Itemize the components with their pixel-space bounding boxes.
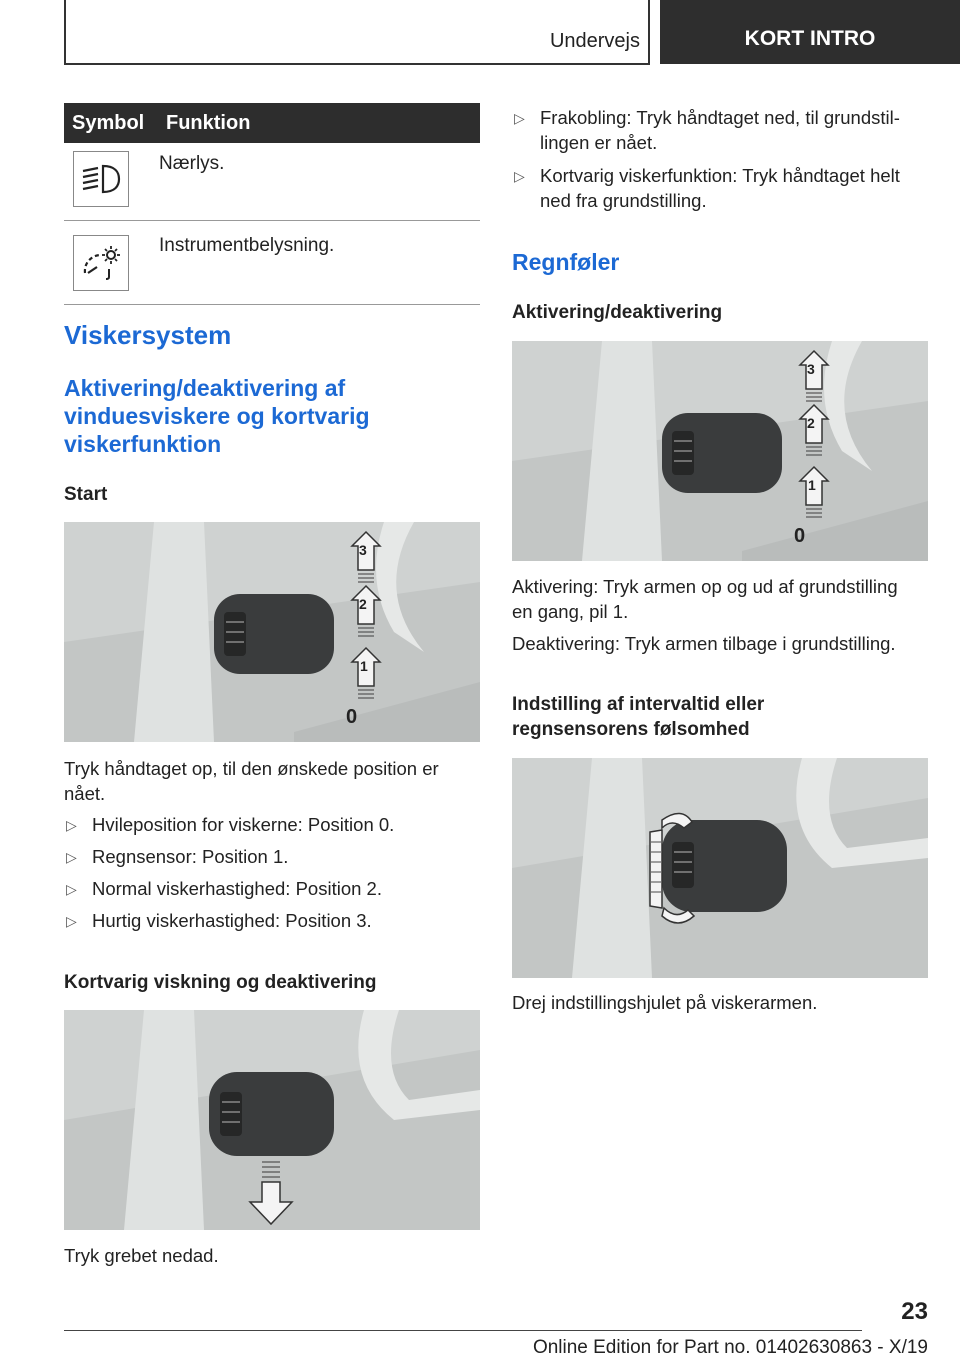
symbol-table: [64, 103, 480, 305]
header-chapter-label: KORT INTRO: [744, 27, 876, 50]
position-label: 3: [807, 361, 815, 377]
low-beam-icon: [73, 151, 129, 207]
header-section-title: Undervejs: [549, 30, 640, 52]
paragraph-activation: Aktivering: Tryk armen op og ud af grundstilling en gang, pil 1.: [512, 576, 898, 622]
col-symbol: Symbol: [64, 103, 158, 143]
position-label: 2: [807, 415, 815, 431]
triangle-bullet-icon: ▷: [66, 817, 77, 833]
list-item: ▷ Normal viskerhastighed: Position 2.: [64, 876, 480, 901]
deactivation-list: [512, 105, 928, 213]
table-row: [64, 143, 480, 221]
header-chapter-tab: [660, 0, 960, 64]
footer-edition: Online Edition for Part no. 01402630863 - X/19: [532, 1337, 928, 1358]
page-number: 23: [901, 1298, 928, 1325]
triangle-bullet-icon: ▷: [514, 168, 525, 184]
list-item: ▷ Hvileposition for viskerne: Position 0.: [64, 812, 480, 837]
heading-start: Start: [64, 484, 108, 505]
heading-short-wipe: Kortvarig viskning og deaktivering: [64, 972, 377, 993]
paragraph-wheel: Drej indstillingshjulet på viskerarmen.: [512, 992, 818, 1013]
list-item: ▷ Hurtig viskerhastighed: Position 3.: [64, 908, 480, 933]
list-item: ▷ Frakobling: Tryk håndtaget ned, til grundstil‐ lingen er nået.: [514, 107, 900, 153]
position-label: 0: [794, 525, 806, 547]
triangle-bullet-icon: ▷: [514, 110, 525, 126]
table-row: [64, 221, 480, 305]
position-label: 1: [360, 658, 368, 674]
position-label: 1: [808, 477, 816, 493]
heading-interval: Indstilling af intervaltid eller regnsensorens følsomhed: [512, 694, 765, 740]
position-label: 3: [359, 542, 367, 558]
triangle-bullet-icon: ▷: [66, 881, 77, 897]
header-left-border: [64, 0, 66, 64]
symbol-table-wrap: [64, 103, 480, 305]
wiper-stalk-down-figure: [64, 1010, 480, 1230]
header-rule: [64, 63, 650, 65]
section-title-regnfoler: Regnføler: [512, 249, 620, 275]
position-label: 0: [346, 706, 358, 728]
paragraph-push-down: Tryk grebet nedad.: [64, 1245, 219, 1266]
symbol-table-header: [64, 103, 480, 143]
col-function: Funktion: [158, 103, 480, 143]
heading-activation: Aktivering/deaktivering: [512, 302, 723, 323]
triangle-bullet-icon: ▷: [66, 913, 77, 929]
row-text-low-beam: Nærlys.: [158, 143, 480, 221]
header-right-border: [648, 0, 650, 64]
paragraph-push-up: Tryk håndtaget op, til den ønskede position er nået.: [64, 758, 439, 804]
position-label: 2: [359, 596, 367, 612]
interval-wheel-figure: [512, 758, 928, 978]
triangle-bullet-icon: ▷: [66, 849, 77, 865]
footer-rule: [64, 1330, 862, 1331]
instrument-lighting-icon: [73, 235, 129, 291]
section-title-viskersystem: Viskersystem: [64, 320, 232, 350]
rain-sensor-positions-figure: [512, 341, 928, 561]
wiper-stalk-positions-figure: [64, 522, 480, 742]
subsection-title-wiper: Aktivering/deaktivering af vinduesviskere og kortvarig viskerfunktion: [64, 375, 370, 457]
row-text-instrument: Instrumentbelysning.: [158, 221, 480, 305]
list-item: ▷ Regnsensor: Position 1.: [64, 844, 480, 869]
position-list: [64, 812, 480, 933]
list-item: ▷ Kortvarig viskerfunktion: Tryk håndtaget helt ned fra grundstilling.: [514, 165, 900, 211]
paragraph-deactivation: Deaktivering: Tryk armen tilbage i grundstilling.: [512, 633, 896, 654]
